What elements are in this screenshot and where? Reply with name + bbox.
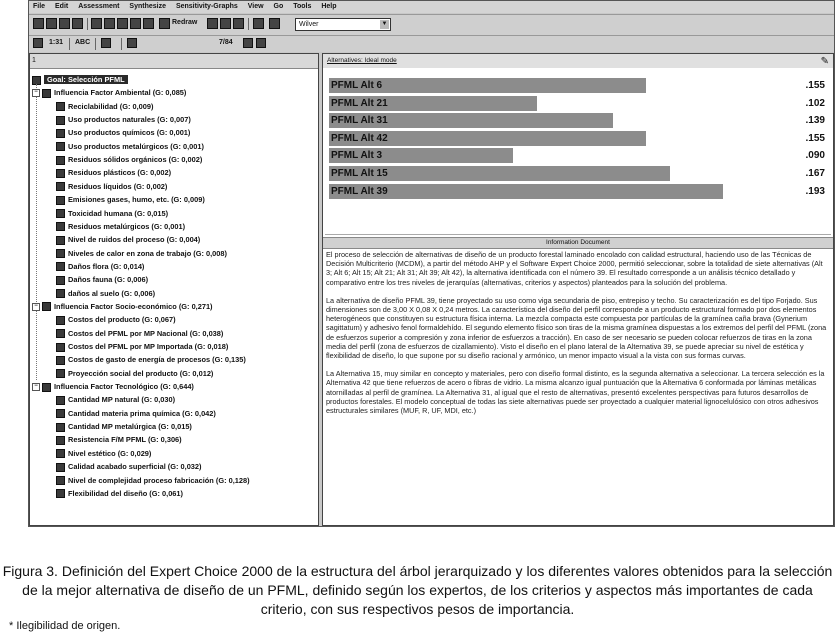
- settings-icon[interactable]: [253, 18, 264, 29]
- abc-button[interactable]: ABC: [75, 39, 91, 46]
- participant-icon[interactable]: [269, 18, 280, 29]
- alternative-label: PFML Alt 39: [331, 185, 388, 197]
- hierarchy-tree-pane: [29, 53, 319, 526]
- node-icon: [56, 129, 65, 138]
- menu-tools[interactable]: Tools: [293, 3, 312, 10]
- node-icon: [56, 369, 65, 378]
- tree-subcriterion-node[interactable]: [56, 260, 144, 273]
- tree-node-label: Cantidad materia prima química (G: 0,042): [68, 408, 216, 418]
- page-readout: 7/84: [219, 39, 233, 46]
- tree-node-label: Nivel estético (G: 0,029): [68, 448, 152, 458]
- menu-assessment[interactable]: Assessment: [78, 3, 120, 10]
- chart-icon[interactable]: [143, 18, 154, 29]
- information-document-title: Information Document: [323, 237, 833, 249]
- tree-subcriterion-node[interactable]: [56, 460, 202, 473]
- toolbar-separator: [248, 18, 249, 30]
- tree-subcriterion-node[interactable]: [56, 166, 171, 179]
- alternative-label: PFML Alt 31: [331, 115, 388, 127]
- alternative-label: PFML Alt 42: [331, 132, 388, 144]
- tree-node-label: Proyección social del producto (G: 0,012): [68, 368, 214, 378]
- tree-subcriterion-node[interactable]: [56, 273, 148, 286]
- tree-node-label: Costos de gasto de energía de procesos (G: 0,135): [68, 355, 246, 365]
- increase-icon[interactable]: [233, 18, 244, 29]
- menu-edit[interactable]: Edit: [55, 3, 69, 10]
- tree-node-label: Costos del PFML por MP Importada (G: 0,018): [68, 342, 229, 351]
- zoom-readout: 1:31: [49, 39, 64, 46]
- node-icon: [56, 236, 65, 245]
- tree-subcriterion-node[interactable]: [56, 100, 153, 113]
- lock-icon[interactable]: [33, 38, 43, 48]
- node-icon: [56, 463, 65, 472]
- alternative-bar-row: [329, 166, 829, 181]
- alternative-value: .155: [805, 132, 825, 144]
- font-size-icon[interactable]: [220, 18, 231, 29]
- alternative-bar: [329, 184, 723, 199]
- node-icon: [42, 89, 51, 98]
- alternative-bar-row: [329, 148, 829, 163]
- list-icon[interactable]: [101, 38, 111, 48]
- music-note-icon[interactable]: [130, 18, 141, 29]
- pin-icon[interactable]: ✎: [820, 56, 829, 67]
- tree-node-label: Uso productos naturales (G: 0,007): [68, 115, 191, 125]
- node-icon: [56, 222, 65, 231]
- alternative-value: .167: [805, 168, 825, 179]
- alternatives-header: [323, 54, 833, 68]
- tree-subcriterion-node[interactable]: [56, 193, 205, 206]
- tree-node-label: Nivel de complejidad proceso fabricación (G: 0,128): [68, 475, 250, 485]
- toolbar-separator: [121, 38, 122, 50]
- tree-subcriterion-node[interactable]: [56, 220, 185, 233]
- tree-criterion-node[interactable]: [32, 86, 186, 99]
- tree-subcriterion-node[interactable]: [56, 407, 216, 420]
- node-icon: [56, 423, 65, 432]
- node-icon: [56, 169, 65, 178]
- tree-node-label: Resistencia F/M PFML (G: 0,306): [68, 435, 182, 445]
- tree-node-label: Influencia Factor Tecnológico (G: 0,644): [54, 382, 194, 392]
- menu-help[interactable]: Help: [321, 3, 337, 10]
- collapse-icon[interactable]: −: [32, 303, 40, 311]
- info-paragraph: El proceso de selección de alternativas de diseño de un producto forestal laminado encolado con calidad estructural, haciendo uso de las Técnicas de Decisión Multicriterio (MCDM), a partir del método AHP y el Software Expert Choice 2000, permitió seleccionar, sobre la totalidad de siete alternativas (Alt 3; Alt 6; Alt 15; Alt 21; Alt 31; Alt 39; Alt 42), la alternativa identificada con el número 39. El resultado corresponde a un análisis técnico detallado y comparativo entre los tres niveles de jerarquías (alternativas, criterios y aspectos) planteados para la solución del problema.: [326, 250, 823, 287]
- node-icon: [56, 102, 65, 111]
- redraw-icon[interactable]: [159, 18, 170, 29]
- menu-sensitivity-graphs[interactable]: Sensitivity-Graphs: [175, 3, 238, 10]
- alternatives-mode-label[interactable]: Alternatives: Ideal mode: [327, 57, 397, 64]
- tree-goal-label: Goal: Selección PFML: [44, 75, 128, 84]
- footnote: * Ilegibilidad de origen.: [9, 620, 121, 632]
- tree-node-label: Daños fauna (G: 0,006): [68, 275, 149, 285]
- divider: [325, 234, 831, 235]
- open-file-icon[interactable]: [46, 18, 57, 29]
- information-document-body[interactable]: [326, 250, 829, 522]
- tree-subcriterion-node[interactable]: [56, 447, 151, 460]
- tree-node-label: Residuos sólidos orgánicos (G: 0,002): [68, 155, 203, 165]
- alternative-bar-row: [329, 131, 829, 146]
- node-icon: [56, 356, 65, 365]
- alternative-value: .193: [805, 185, 825, 197]
- tree-subcriterion-node[interactable]: [56, 367, 213, 380]
- tree-pane-header: 1: [30, 54, 318, 69]
- tree-connector: [36, 84, 37, 380]
- participant-select[interactable]: [295, 18, 391, 31]
- tree-node-label: Daños flora (G: 0,014): [68, 261, 145, 271]
- node-icon: [56, 142, 65, 151]
- tree-node-label: Uso productos metalúrgicos (G: 0,001): [68, 141, 204, 151]
- chevron-down-icon[interactable]: ▼: [381, 21, 388, 27]
- collapse-icon[interactable]: −: [32, 89, 40, 97]
- node-icon: [42, 302, 51, 311]
- info-paragraph: La alternativa de diseño PFML 39, tiene proyectado su uso como viga secundaria de piso, entrepiso y techo. Su caracterización es del tipo Forjado. Sus dimensiones son de 3,00 X 0,08 X 0,24 metros. La característica del diseño del perfil corresponde a un producto estructural formado por dos elementos heterogéneos que constituyen su estructura física interna. La mezcla compacta este compuesta por partículas de la gramínea caña brava (Gynerium sagittatum) y adhesivo fenol formaldehído. El segundo elemento físico son tiras de la misma gramínea dispuestas a los extremos del perfil del PFML (zona de esfuerzos superior a compresión y zona inferior de esfuerzos a tracción). En caso de ser necesario se pueden colocar refuerzos de tiras en la zona media del perfil (zona de esfuerzos de cizallamiento). Visto el diseño en el plano lateral de la Alternativa 39, se puede apreciar su nivel de estética y flexibilidad de diseño, lo que supone por su diseño racional y armónico, un menor impacto visual a la vista con sus formas curvas.: [326, 295, 827, 361]
- toolbar-separator: [69, 38, 70, 50]
- node-icon: [56, 409, 65, 418]
- tree-subcriterion-node[interactable]: [56, 126, 190, 139]
- node-icon: [56, 396, 65, 405]
- tree-node-label: Uso productos químicos (G: 0,001): [68, 128, 191, 138]
- tree-criterion-node[interactable]: [32, 300, 213, 313]
- tree-node-label: Residuos metalúrgicos (G: 0,001): [68, 221, 186, 231]
- alternatives-pane: [322, 53, 834, 526]
- column-icon[interactable]: [256, 38, 266, 48]
- tree-subcriterion-node[interactable]: [56, 433, 182, 446]
- node-icon: [56, 436, 65, 445]
- tree-node-label: Cantidad MP natural (G: 0,030): [68, 395, 176, 405]
- tree-node-label: Costos del PFML por MP Nacional (G: 0,038): [68, 328, 224, 338]
- tree-node-label: Calidad acabado superficial (G: 0,032): [68, 462, 202, 472]
- tree-node-label: Emisiones gases, humo, etc. (G: 0,009): [68, 195, 205, 205]
- sort-icon[interactable]: [207, 18, 218, 29]
- node-icon: [56, 116, 65, 125]
- tree-subcriterion-node[interactable]: [56, 180, 167, 193]
- node-icon: [56, 276, 65, 285]
- figure-caption: Figura 3. Definición del Expert Choice 2000 de la estructura del árbol jerarquizado y los diferentes valores obtenidos para la selección de la mejor alternativa de diseño de un PFML, definido según los expertos, de los criterios y aspectos más importantes de cada criterio, con sus respectivos pesos de importancia.: [2, 563, 833, 617]
- main-toolbar: [29, 14, 834, 35]
- node-icon: [56, 289, 65, 298]
- new-file-icon[interactable]: [33, 18, 44, 29]
- tree-goal-node[interactable]: [32, 73, 128, 86]
- tree-subcriterion-node[interactable]: [56, 233, 200, 246]
- node-icon: [56, 249, 65, 258]
- node-icon: [56, 476, 65, 485]
- tree-node-label: Niveles de calor en zona de trabajo (G: 0,008): [68, 248, 227, 258]
- tree-subcriterion-node[interactable]: [56, 113, 191, 126]
- menu-synthesize[interactable]: Synthesize: [129, 3, 166, 10]
- print-icon[interactable]: [72, 18, 83, 29]
- tree-node-label: Residuos líquidos (G: 0,002): [68, 181, 168, 191]
- tree-subcriterion-node[interactable]: [56, 420, 192, 433]
- save-icon[interactable]: [59, 18, 70, 29]
- alternative-label: PFML Alt 3: [331, 150, 383, 162]
- node-icon: [56, 489, 65, 498]
- tree-node-label: Residuos plásticos (G: 0,002): [68, 168, 172, 178]
- expert-choice-window: [28, 0, 835, 527]
- menu-file[interactable]: File: [33, 3, 46, 10]
- print-preview-icon[interactable]: [91, 18, 102, 29]
- tree-node-label: Cantidad MP metalúrgica (G: 0,015): [68, 422, 192, 432]
- alternative-bar-row: [329, 113, 829, 128]
- alternative-label: PFML Alt 21: [331, 97, 388, 109]
- tree-subcriterion-node[interactable]: [56, 487, 183, 500]
- alternative-bar-row: [329, 184, 829, 199]
- participant-select-value: Wilver: [299, 21, 319, 28]
- menu-go[interactable]: Go: [273, 3, 284, 10]
- alternative-value: .139: [805, 115, 825, 127]
- tree-subcriterion-node[interactable]: [56, 140, 204, 153]
- alternative-label: PFML Alt 15: [331, 168, 388, 179]
- tree-subcriterion-node[interactable]: [56, 353, 246, 366]
- node-icon: [56, 316, 65, 325]
- toolbar-separator: [87, 18, 88, 30]
- node-icon: [56, 196, 65, 205]
- alternative-value: .155: [805, 80, 825, 91]
- tree-node-label: Influencia Factor Ambiental (G: 0,085): [54, 88, 187, 98]
- tree-node-label: daños al suelo (G: 0,006): [68, 288, 156, 298]
- toolbar-separator: [95, 38, 96, 50]
- tree-node-label: Costos del producto (G: 0,067): [68, 315, 176, 325]
- tree-subcriterion-node[interactable]: [56, 327, 223, 340]
- node-icon: [56, 262, 65, 271]
- flag-icon[interactable]: [127, 38, 137, 48]
- tree-node-label: Flexibilidad del diseño (G: 0,061): [68, 488, 183, 498]
- node-icon: [56, 182, 65, 191]
- tree-criterion-node[interactable]: [32, 380, 194, 393]
- node-icon: [42, 383, 51, 392]
- node-icon: [56, 449, 65, 458]
- tree-node-label: Influencia Factor Socio-económico (G: 0,271): [54, 301, 213, 311]
- pane-icon[interactable]: [117, 18, 128, 29]
- secondary-toolbar: [29, 35, 834, 52]
- tree-subcriterion-node[interactable]: [56, 287, 155, 300]
- node-icon: [56, 209, 65, 218]
- node-icon: [56, 156, 65, 165]
- menu-view[interactable]: View: [247, 3, 264, 10]
- tree-subcriterion-node[interactable]: [56, 313, 176, 326]
- grid-icon[interactable]: [243, 38, 253, 48]
- alternative-label: PFML Alt 6: [331, 80, 383, 91]
- tree-node-label: Toxicidad humana (G: 0,015): [68, 208, 169, 218]
- tree-subcriterion-node[interactable]: [56, 474, 250, 487]
- copy-icon[interactable]: [104, 18, 115, 29]
- collapse-icon[interactable]: −: [32, 383, 40, 391]
- tree-subcriterion-node[interactable]: [56, 340, 228, 353]
- tree-subcriterion-node[interactable]: [56, 153, 202, 166]
- alternative-bar-row: [329, 96, 829, 111]
- redraw-button[interactable]: Redraw: [172, 19, 198, 26]
- alternative-value: .102: [805, 97, 825, 109]
- alternative-value: .090: [805, 150, 825, 162]
- tree-node-label: Reciclabilidad (G: 0,009): [68, 101, 154, 111]
- node-icon: [56, 343, 65, 352]
- tree-subcriterion-node[interactable]: [56, 207, 168, 220]
- menu-bar: [29, 1, 834, 13]
- tree-node-label: Nivel de ruidos del proceso (G: 0,004): [68, 235, 201, 245]
- alternative-bar-row: [329, 78, 829, 93]
- tree-subcriterion-node[interactable]: [56, 247, 227, 260]
- info-paragraph: La Alternativa 15, muy similar en concepto y materiales, pero con diseño formal distinto, es la segunda alternativa a seleccionar. La tercera selección es la Alternativa 42 que tiene refuerzos de acero o fibras de vidrio. La misma alcanzo igual puntuación que la Alternativa 6 conformada por láminas metálicas atornilladas al perfil de gramínea. La Alternativa 31, al igual que el resto de alternativas, presentó excelentes perspectivas para futuros desarrollos de productos forestales. El modelo conceptual de todas las siete alternativas puede ser proyectado a cualquier material lignocelulósico con otros adhesivos estructurales similares (MUF, R, UF, MDI, etc.): [326, 369, 825, 416]
- node-icon: [56, 329, 65, 338]
- tree-subcriterion-node[interactable]: [56, 393, 175, 406]
